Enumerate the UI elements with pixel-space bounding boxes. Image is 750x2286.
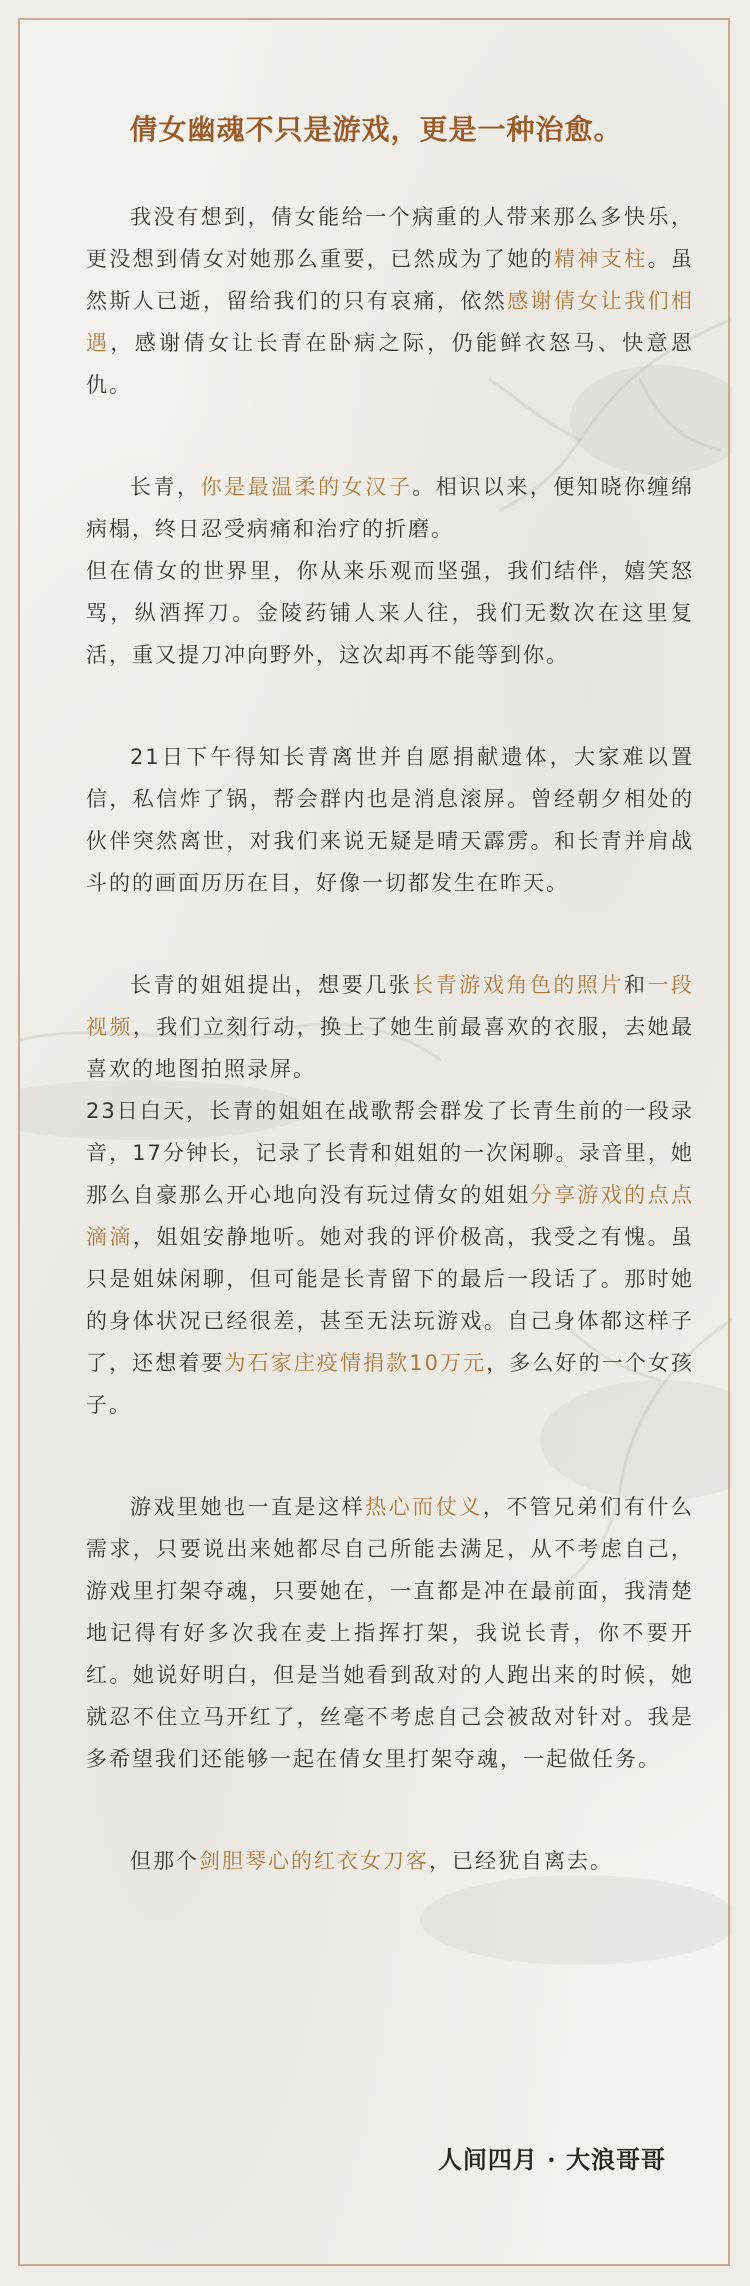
paragraph-3: 但在倩女的世界里，你从来乐观而坚强，我们结伴，嬉笑怒骂，纵酒挥刀。金陵药铺人来人往，我们无数次在这里复活，重又提刀冲向野外，这次却再不能等到你。 xyxy=(86,559,694,667)
highlight-text: 感谢倩女让我们相遇 xyxy=(86,289,695,355)
paragraph-4: 21日下午得知长青离世并自愿捐献遗体，大家难以置信，私信炸了锅，帮会群内也是消息滚屏。曾经朝夕相处的伙伴突然离世，对我们来说无疑是晴天霹雳。和长青并肩战斗的的画面历历在目，好像一切都发生在昨天。 xyxy=(86,745,694,895)
paragraph-8 xyxy=(86,1840,694,1882)
highlight-text: 长青游戏角色的照片 xyxy=(412,973,624,997)
paragraph-text: 23日白天，长青的姐姐在战歌帮会群发了长青生前的一段录音，17分钟长，记录了长青和姐姐的一次闲聊。录音里，她那么自豪那么开心地向没有玩过倩女的姐姐 xyxy=(86,1099,694,1207)
paragraph-text: 。相识以来，便知晓你缠绵病榻，终日忍受病痛和治疗的折磨。 xyxy=(86,475,695,541)
paragraph-text: 我没有想到，倩女能给一个病重的人带来那么多快乐，更没想到倩女对她那么重要，已然成为了她的 xyxy=(86,205,694,271)
highlight-text: 剑胆琴心的红衣女刀客 xyxy=(199,1849,429,1873)
paragraph-gap xyxy=(86,406,694,466)
paragraph-text: ，我们立刻行动，换上了她生前最喜欢的衣服，去她最喜欢的地图拍照录屏。 xyxy=(86,1015,695,1081)
highlight-text: 你是最温柔的女汉子 xyxy=(200,475,413,499)
paragraph-text: ，多么好的一个女孩子。 xyxy=(86,1351,694,1417)
paragraph-gap xyxy=(86,1780,694,1840)
article-title: 倩女幽魂不只是游戏，更是一种治愈。 xyxy=(129,113,623,146)
paragraph-text: ，已经犹自离去。 xyxy=(429,1849,613,1873)
highlight-text: 精神支柱 xyxy=(554,247,648,271)
paragraph-text: 但那个 xyxy=(130,1849,199,1873)
paragraph-text: 长青的姐姐提出，想要几张 xyxy=(130,973,413,997)
paragraph-text: ，不管兄弟们有什么需求，只要说出来她都尽自己所能去满足，从不考虑自己，游戏里打架夺魂，只要她在，一直都是冲在最前面，我清楚地记得有好多次我在麦上指挥打架，我说长青，你不要开红。她说好明白，但是当她看到敌对的人跑出来的时候，她就忍不住立马开红了，丝毫不考虑自己会被敌对针对。我是多希望我们还能够一起在倩女里打架夺魂，一起做任务。 xyxy=(86,1495,695,1771)
paragraph-2 xyxy=(86,466,694,550)
paragraph-gap xyxy=(86,1426,694,1486)
paragraph-7 xyxy=(86,1486,694,1780)
paragraph-5 xyxy=(86,964,694,1090)
paragraph-text: ，感谢倩女让长青在卧病之际，仍能鲜衣怒马、快意恩仇。 xyxy=(86,331,694,397)
ink-mountain-decoration xyxy=(420,1875,732,1965)
highlight-text: 一段视频 xyxy=(86,973,695,1039)
paragraph-text: 。虽然斯人已逝，留给我们的只有哀痛，依然 xyxy=(86,247,695,313)
highlight-text: 热心而仗义 xyxy=(365,1495,483,1519)
highlight-text: 分享游戏的点点滴滴 xyxy=(86,1183,695,1249)
paragraph-text: 和 xyxy=(623,973,648,997)
page-frame xyxy=(18,18,730,2266)
paragraph-6 xyxy=(86,1090,694,1426)
highlight-text: 为石家庄疫情捐款10万元 xyxy=(224,1351,487,1375)
paragraph-1 xyxy=(86,196,694,406)
paragraph-text: ，姐姐安静地听。她对我的评价极高，我受之有愧。虽只是姐妹闲聊，但可能是长青留下的最后一段话了。那时她的身体状况已经很差，甚至无法玩游戏。自己身体都这样子了，还想着要 xyxy=(86,1225,695,1375)
paragraph-gap xyxy=(86,676,694,736)
paragraph-text: 游戏里她也一直是这样 xyxy=(130,1495,366,1519)
article-body xyxy=(86,196,694,1882)
author-signature: 人间四月 · 大浪哥哥 xyxy=(437,2145,666,2174)
paragraph-text: 长青， xyxy=(130,475,201,499)
paragraph-gap xyxy=(86,904,694,964)
